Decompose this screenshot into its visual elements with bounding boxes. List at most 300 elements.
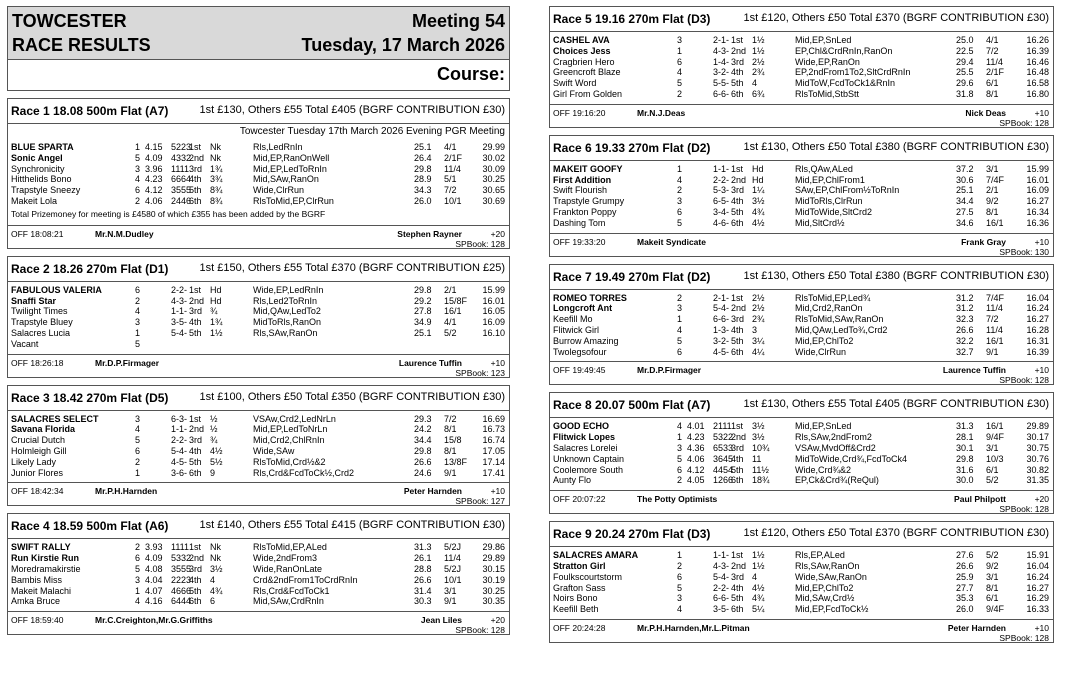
remarks: Wide,ClrRun [253, 185, 305, 196]
weight: 31.3 [956, 421, 974, 432]
runner-row [550, 185, 1053, 196]
remarks: VSAw,MvdOff&Crd2 [795, 442, 876, 453]
time: 16.29 [1026, 593, 1049, 604]
finish: 2nd [731, 303, 747, 314]
trap: 3 [135, 163, 141, 174]
remarks: RlsToMid,StbStt [795, 88, 860, 99]
trap: 4 [135, 596, 141, 607]
runner-row [8, 196, 509, 207]
sp-book: SPBook: 128 [999, 375, 1049, 386]
meeting-number: Meeting 54 [411, 11, 505, 31]
runner-name: Run Kirstie Run [11, 553, 80, 564]
runner-name: Swift Flourish [553, 185, 608, 196]
sp: 15/8F [444, 295, 468, 306]
time: 16.01 [482, 295, 505, 306]
time: 16.27 [1026, 196, 1049, 207]
positions: 2-1- [713, 292, 730, 303]
runner-list [8, 539, 509, 607]
page-header [7, 6, 510, 60]
finish: 4th [731, 67, 744, 78]
bonus: +20 [490, 228, 505, 239]
distance: 2½ [752, 292, 765, 303]
runner-row [550, 325, 1053, 336]
weight: 31.6 [956, 464, 974, 475]
runner-name: Salacres Lorelei [553, 442, 618, 453]
time: 16.27 [1026, 582, 1049, 593]
remarks: MidToRls,ClrRun [795, 196, 863, 207]
runner-name: Frankton Poppy [553, 206, 617, 217]
sp: 7/2 [444, 413, 457, 424]
distance: 2½ [752, 56, 765, 67]
positions: 1-3- [713, 324, 730, 335]
trainer: Mr.N.J.Deas [637, 107, 686, 118]
race-prize: 1st £130, Others £50 Total £380 (BGRF CONTRIBUTION £30) [743, 269, 1049, 282]
sp: 7/4F [986, 174, 1005, 185]
time: 29.89 [1026, 421, 1049, 432]
sp: 9/1 [444, 467, 457, 478]
remarks: Mid,SAw,CrdRnIn [253, 596, 324, 607]
sectional: 4.09 [145, 152, 163, 163]
runner-row [550, 175, 1053, 186]
time: 16.80 [1026, 88, 1049, 99]
distance: 4 [752, 571, 758, 582]
trap: 6 [135, 553, 141, 564]
finish: 3rd [731, 571, 745, 582]
trap: 6 [135, 284, 141, 295]
race-prize: 1st £120, Others £50 Total £370 (BGRF CONTRIBUTION £30) [743, 527, 1049, 540]
weight: 26.6 [956, 560, 974, 571]
runner-row [8, 339, 509, 350]
sp: 3/1 [444, 585, 457, 596]
remarks: Rls,QAw,ALed [795, 163, 853, 174]
distance: Hd [210, 295, 222, 306]
runner-row [8, 553, 509, 564]
positions: 2111 [713, 421, 732, 432]
sp: 16/1 [986, 335, 1004, 346]
trap: 6 [677, 346, 683, 357]
time: 16.10 [482, 327, 505, 338]
remarks: Mid,EP,ChlTo2 [795, 335, 854, 346]
runner-name: Likely Lady [11, 456, 57, 467]
race-footer [550, 490, 1053, 513]
runner-name: MAKEIT GOOFY [553, 163, 623, 174]
trap: 5 [677, 335, 683, 346]
finish: 3rd [189, 435, 203, 446]
runner-name: SALACRES AMARA [553, 550, 639, 561]
race-header [550, 393, 1053, 418]
remarks: Rls,SAw,RanOn [795, 560, 860, 571]
remarks: Rls,Crd&FcdToCk½,Crd2 [253, 467, 355, 478]
positions: 3555 [171, 185, 192, 196]
race-card [549, 135, 1054, 257]
remarks: MidToWide,Crd¾,FcdToCk4 [795, 453, 908, 464]
trap: 3 [677, 196, 683, 207]
finish: 3rd [189, 163, 203, 174]
trap: 2 [135, 456, 141, 467]
race-title: Race 5 19.16 270m Flat (D3) [553, 12, 711, 26]
finish: 5th [189, 585, 202, 596]
remarks: SAw,EP,ChlFrom½ToRnIn [795, 185, 900, 196]
time: 16.04 [1026, 560, 1049, 571]
race-title: Race 7 19.49 270m Flat (D2) [553, 269, 711, 284]
time: 30.76 [1026, 453, 1049, 464]
remarks: Rls,EP,ALed [795, 550, 845, 561]
distance: Nk [210, 553, 221, 564]
trap: 2 [677, 292, 683, 303]
runner-row [8, 575, 509, 586]
distance: Hd [210, 284, 222, 295]
remarks: Mid,EP,RanOnWell [253, 152, 330, 163]
finish: 4th [731, 582, 744, 593]
runner-name: Flitwick Lopes [553, 432, 616, 443]
sp-book: SPBook: 130 [999, 246, 1049, 257]
runner-row [8, 164, 509, 175]
bonus: +10 [490, 486, 505, 497]
positions: 1-1- [171, 424, 188, 435]
positions: 6-6- [713, 88, 730, 99]
weight: 34.9 [414, 317, 432, 328]
weight: 28.1 [956, 432, 974, 443]
sectional: 4.08 [145, 563, 163, 574]
race-header [550, 522, 1053, 547]
time: 30.35 [482, 596, 505, 607]
runner-name: Noirs Bono [553, 593, 598, 604]
runner-row [550, 67, 1053, 78]
remarks: Mid,EP,ChlFrom1 [795, 174, 865, 185]
weight: 37.2 [956, 163, 974, 174]
runner-list [8, 411, 509, 479]
weight: 34.4 [414, 435, 432, 446]
distance: 1½ [210, 327, 223, 338]
positions: 5322 [713, 432, 734, 443]
runner-name: Coolemore South [553, 464, 624, 475]
trainer: Mr.D.P.Firmager [95, 357, 160, 368]
weight: 28.8 [414, 563, 432, 574]
remarks: VSAw,Crd2,LedNrLn [253, 413, 336, 424]
runner-name: ROMEO TORRES [553, 292, 627, 303]
distance: 4¼ [752, 346, 765, 357]
weight: 26.6 [414, 574, 432, 585]
distance: Hd [752, 174, 764, 185]
owner: Paul Philpott [954, 494, 1006, 505]
positions: 3-5- [713, 604, 730, 615]
finish: 1st [189, 284, 202, 295]
finish: 1st [731, 421, 744, 432]
time: 16.05 [482, 306, 505, 317]
sp: 10/1 [444, 574, 462, 585]
off-time: OFF 19:49:45 [553, 365, 606, 376]
trap: 4 [677, 421, 683, 432]
runner-name: Greencroft Blaze [553, 67, 621, 78]
sp: 5/2J [444, 542, 462, 553]
time: 30.69 [482, 195, 505, 206]
finish: 5th [731, 78, 744, 89]
weight: 25.5 [956, 67, 974, 78]
trap: 3 [677, 593, 683, 604]
time: 15.99 [482, 284, 505, 295]
runner-row [8, 317, 509, 328]
time: 15.99 [1026, 163, 1049, 174]
left-column [7, 6, 510, 635]
runner-name: Twolegsofour [553, 346, 607, 357]
trainer: Mr.D.P.Firmager [637, 365, 702, 376]
sp-book: SPBook: 127 [455, 496, 505, 507]
runner-name: Burrow Amazing [553, 335, 619, 346]
sp: 7/4F [986, 292, 1005, 303]
runner-row [550, 561, 1053, 572]
time: 16.58 [1026, 78, 1049, 89]
time: 16.09 [482, 317, 505, 328]
race-card [549, 521, 1054, 643]
remarks: Mid,SltCrd½ [795, 217, 845, 228]
positions: 4-3- [171, 295, 188, 306]
header-line2: RACE RESULTS [12, 35, 151, 55]
weight: 25.0 [956, 35, 974, 45]
race-card [549, 264, 1054, 386]
runner-name: Grafton Sass [553, 582, 606, 593]
distance: 1¾ [210, 163, 223, 174]
distance: 2¾ [752, 314, 765, 325]
positions: 6-6- [713, 314, 730, 325]
finish: 5th [189, 185, 202, 196]
positions: 5-4- [171, 445, 188, 456]
remarks: Rls,LedRnIn [253, 142, 303, 152]
runner-row [8, 542, 509, 553]
runner-row [550, 57, 1053, 68]
weight: 31.2 [956, 303, 974, 314]
sp: 5/1 [444, 174, 457, 185]
trap: 5 [677, 453, 683, 464]
owner: Jean Liles [420, 615, 462, 626]
time: 29.89 [482, 553, 505, 564]
sectional: 4.09 [145, 553, 163, 564]
sectional: 4.07 [145, 585, 163, 596]
weight: 29.2 [414, 295, 432, 306]
sp: 9/1 [444, 596, 457, 607]
positions: 2-2- [713, 174, 730, 185]
off-time: OFF 18:08:21 [11, 228, 64, 239]
time: 16.34 [1026, 206, 1049, 217]
positions: 3555 [171, 563, 192, 574]
runner-row [8, 142, 509, 153]
race-header [8, 386, 509, 411]
distance: 4½ [210, 445, 223, 456]
trap: 1 [677, 163, 683, 174]
race-card [549, 6, 1054, 128]
sp: 8/1 [986, 88, 999, 99]
runner-row [550, 303, 1053, 314]
runner-name: FABULOUS VALERIA [11, 284, 102, 295]
race-prize: 1st £100, Others £50 Total £350 (BGRF CONTRIBUTION £30) [199, 390, 505, 403]
positions: 2-2- [713, 582, 730, 593]
positions: 3-4- [713, 206, 730, 217]
runner-name: Bambis Miss [11, 574, 63, 585]
remarks: Mid,QAw,LedTo¾,Crd2 [795, 324, 888, 335]
distance: 4 [210, 574, 216, 585]
weight: 34.4 [956, 196, 974, 207]
trap: 2 [677, 185, 683, 196]
remarks: Mid,EP,FcdToCk½ [795, 604, 869, 615]
runner-name: Longcroft Ant [553, 303, 613, 314]
prizemoney-total: Total Prizemoney for meeting is £4580 of which £355 has been added by the BGRF [11, 208, 326, 219]
time: 16.09 [1026, 185, 1049, 196]
race-card [7, 256, 510, 378]
sp: 7/2 [986, 314, 999, 325]
positions: 3-5- [171, 317, 188, 328]
time: 16.48 [1026, 67, 1049, 78]
off-time: OFF 20:24:28 [553, 622, 606, 633]
runner-row [550, 347, 1053, 358]
weight: 30.1 [956, 442, 974, 453]
race-title: Race 2 18.26 270m Flat (D1) [11, 261, 169, 276]
race-card [7, 385, 510, 507]
positions: 6664 [171, 174, 192, 185]
weight: 26.0 [414, 195, 432, 206]
remarks: Mid,Crd2,ChlRnIn [253, 435, 325, 446]
weight: 30.6 [956, 174, 974, 185]
runner-name: Vacant [11, 338, 39, 349]
positions: 1111 [171, 542, 190, 553]
race-title: Race 4 18.59 500m Flat (A6) [11, 519, 169, 534]
runner-list [550, 32, 1053, 100]
sectional: 4.06 [687, 453, 705, 464]
race-header [8, 99, 509, 124]
trap: 1 [135, 327, 141, 338]
sectional: 3.96 [145, 163, 163, 174]
sp: 11/4 [444, 553, 461, 564]
race-prize: 1st £150, Others £55 Total £370 (BGRF CONTRIBUTION £25) [199, 261, 505, 274]
trap: 4 [135, 306, 141, 317]
off-time: OFF 20:07:22 [553, 494, 606, 505]
time: 17.14 [482, 456, 505, 467]
trap: 6 [135, 185, 141, 196]
runner-row [8, 468, 509, 479]
weight: 29.8 [414, 163, 432, 174]
trap: 5 [135, 338, 141, 349]
trap: 2 [677, 475, 683, 486]
meeting-date: Tuesday, 17 March 2026 [301, 35, 505, 55]
finish: 1st [731, 35, 744, 45]
sp: 6/1 [986, 78, 999, 89]
time: 15.91 [1026, 550, 1049, 561]
time: 16.36 [1026, 217, 1049, 228]
sectional: 4.23 [687, 432, 705, 443]
weight: 32.2 [956, 335, 974, 346]
runner-name: Keefill Mo [553, 314, 593, 325]
remarks: Mid,EP,LedToNrLn [253, 424, 328, 435]
trap: 2 [677, 560, 683, 571]
time: 30.25 [482, 585, 505, 596]
runner-list [550, 290, 1053, 358]
runner-name: Moredramakirstie [11, 563, 81, 574]
time: 16.31 [1026, 335, 1049, 346]
sectional: 4.05 [687, 475, 705, 486]
trap: 5 [135, 152, 141, 163]
finish: 1st [189, 413, 202, 424]
runner-row [8, 285, 509, 296]
trap: 6 [677, 571, 683, 582]
remarks: Mid,SAw,Crd½ [795, 593, 855, 604]
remarks: MidToRls,RanOn [253, 317, 322, 328]
sp: 5/2J [444, 563, 462, 574]
time: 16.39 [1026, 346, 1049, 357]
race-footer [8, 354, 509, 377]
remarks: Wide,ClrRun [795, 346, 847, 357]
race-title: Race 1 18.08 500m Flat (A7) [11, 104, 169, 118]
runner-name: Aunty Flo [553, 475, 592, 486]
positions: 2446 [171, 195, 192, 206]
distance: 1½ [752, 550, 765, 561]
trap: 2 [135, 195, 141, 206]
runner-row [550, 465, 1053, 476]
runner-row [550, 314, 1053, 325]
sp: 15/8 [444, 435, 462, 446]
distance: 18¾ [752, 475, 770, 486]
distance: 4½ [752, 582, 765, 593]
finish: 5th [731, 593, 744, 604]
runner-row [550, 336, 1053, 347]
distance: 11½ [752, 464, 769, 475]
runner-row [550, 443, 1053, 454]
finish: 1st [189, 142, 202, 152]
distance: 9 [210, 467, 216, 478]
weight: 26.6 [956, 324, 974, 335]
distance: Nk [210, 542, 221, 553]
off-time: OFF 18:59:40 [11, 615, 64, 626]
finish: 2nd [731, 45, 747, 56]
positions: 1-1- [713, 550, 730, 561]
trainer: Mr.P.H.Harnden,Mr.L.Pitman [637, 622, 750, 633]
distance: Hd [752, 163, 764, 174]
remarks: Wide,SAw [253, 445, 295, 456]
finish: 4th [189, 574, 202, 585]
trap: 1 [135, 585, 141, 596]
weight: 24.6 [414, 467, 432, 478]
race-prize: 1st £130, Others £50 Total £380 (BGRF CONTRIBUTION £30) [743, 140, 1049, 153]
finish: 3rd [731, 314, 745, 325]
time: 16.74 [482, 435, 505, 446]
weight: 31.2 [956, 292, 974, 303]
owner: Laurence Tuffin [942, 365, 1006, 376]
runner-name: First Addition [553, 174, 612, 185]
runner-row [550, 293, 1053, 304]
runner-row [550, 89, 1053, 100]
runner-list [8, 139, 509, 207]
remarks: Crd&2ndFrom1ToCrdRnIn [253, 574, 358, 585]
runner-name: Girl From Golden [553, 88, 623, 99]
sp: 6/1 [986, 464, 999, 475]
distance: 4¾ [752, 206, 765, 217]
remarks: Mid,QAw,LedTo2 [253, 306, 321, 317]
positions: 4-3- [713, 560, 730, 571]
owner: Stephen Rayner [397, 228, 462, 239]
runner-row [8, 174, 509, 185]
runner-row [8, 153, 509, 164]
distance: 4¾ [752, 593, 765, 604]
finish: 3rd [189, 306, 203, 317]
trap: 5 [677, 217, 683, 228]
distance: 8¾ [210, 195, 223, 206]
time: 30.75 [1026, 442, 1049, 453]
sp: 11/4 [986, 324, 1003, 335]
race-footer [8, 611, 509, 634]
positions: 4454 [713, 464, 734, 475]
runner-name: BLUE SPARTA [11, 142, 74, 152]
distance: 3½ [752, 196, 765, 207]
sectional: 4.04 [145, 574, 163, 585]
sp: 3/1 [986, 442, 999, 453]
off-time: OFF 18:26:18 [11, 357, 64, 368]
